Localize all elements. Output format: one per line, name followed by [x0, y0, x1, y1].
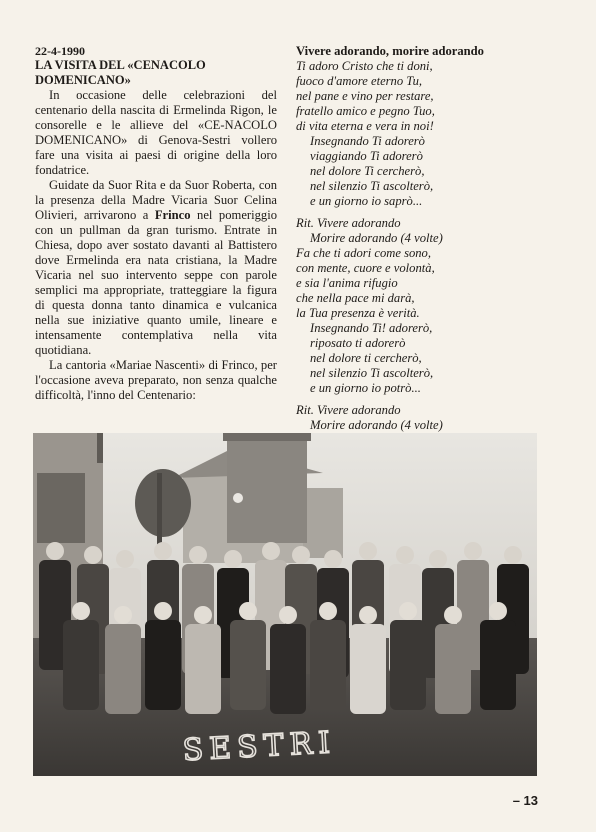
hymn-line: Morire adorando (4 volte): [310, 231, 443, 245]
hymn-line: Ti adoro Cristo che ti doni,: [296, 59, 433, 73]
hymn-column: [296, 44, 546, 433]
person-head: [464, 542, 482, 560]
person-head: [399, 602, 417, 620]
hymn-line: nel dolore Ti cercherò,: [310, 164, 425, 178]
article-paragraph-text: Guidate da Suor Rita e da Suor Roberta, con la presenza della Madre Vicaria Suor Celina Olivieri, arrivarono a: [35, 178, 277, 222]
person-body: [145, 620, 181, 710]
person-head: [489, 602, 507, 620]
person-head: [292, 546, 310, 564]
person-head: [84, 546, 102, 564]
person-head: [114, 606, 132, 624]
person-body: [230, 620, 266, 710]
person-head: [224, 550, 242, 568]
person-body: [63, 620, 99, 710]
stanza-gap: [296, 396, 546, 403]
person-head: [504, 546, 522, 564]
article-paragraph: [35, 178, 277, 358]
person-head: [324, 550, 342, 568]
article-title-line-2: DOMENICANO»: [35, 73, 131, 87]
hymn-line: Rit. Vivere adorando: [296, 403, 401, 417]
page-number: – 13: [512, 793, 538, 808]
person-body: [270, 624, 306, 714]
stanza-gap: [296, 209, 546, 216]
person-body: [105, 624, 141, 714]
hymn-line: e sia l'anima rifugio: [296, 276, 398, 290]
article-paragraph-text: nel pomeriggio con un pullman da gran turismo. Entrate in Chiesa, dopo aver sostato davanti al Battistero dove Ermelinda era nata cristiana, la Madre Vicaria nel suo intervento seppe con parole semplici ma appropriate, tratteggiare la figura di questa donna tanto dinamica e vulcanica nella sue iniziative quanto umile, lineare e intensamente contemplativa nella vita quotidiana.: [35, 208, 277, 357]
person-head: [359, 606, 377, 624]
person-head: [279, 606, 297, 624]
hymn-line: Rit. Vivere adorando: [296, 216, 401, 230]
person-body: [390, 620, 426, 710]
hymn-line: con mente, cuore e volontà,: [296, 261, 435, 275]
person-head: [194, 606, 212, 624]
person-head: [239, 602, 257, 620]
hymn-line: riposato ti adorerò: [310, 336, 406, 350]
person-head: [116, 550, 134, 568]
hymn-line: Insegnando Ti! adorerò,: [310, 321, 433, 335]
group-photo-image: [33, 433, 537, 776]
person-head: [46, 542, 64, 560]
hymn-line: nel pane e vino per restare,: [296, 89, 434, 103]
hymn-line: Morire adorando (4 volte): [310, 418, 443, 432]
hymn-line: e un giorno io saprò...: [310, 194, 423, 208]
hymn-line: fuoco d'amore eterno Tu,: [296, 74, 423, 88]
hymn-line: Insegnando Ti adorerò: [310, 134, 425, 148]
person-head: [396, 546, 414, 564]
person-head: [444, 606, 462, 624]
hymn-line: Fa che ti adori come sono,: [296, 246, 432, 260]
chalk-writing: SESTRI: [181, 725, 337, 769]
person-body: [435, 624, 471, 714]
hymn-line: nel silenzio Ti ascolterò,: [310, 179, 434, 193]
article-paragraph: La cantoria «Mariae Nascenti» di Frinco, per l'occasione aveva preparato, non senza qualche difficoltà, l'inno del Centenario:: [35, 358, 277, 402]
person-body: [185, 624, 221, 714]
hymn-line: nel dolore ti cercherò,: [310, 351, 422, 365]
person-head: [72, 602, 90, 620]
person-head: [189, 546, 207, 564]
article-title-line-1: LA VISITA DEL «CENACOLO: [35, 58, 206, 72]
hymn-line: di vita eterna e vera in noi!: [296, 119, 434, 133]
article-paragraph: In occasione delle celebrazioni del centenario della nascita di Ermelinda Rigon, le consorelle e le allieve del «CE-NACOLO DOMENICANO» di Genova-Sestri vollero fare una visita ai paesi di origine della loro fondatrice.: [35, 88, 277, 177]
person-head: [319, 602, 337, 620]
article-column: [35, 44, 277, 403]
hymn-line: fratello amico e pegno Tuo,: [296, 104, 435, 118]
hymn-line: e un giorno io potrò...: [310, 381, 421, 395]
hymn-lyrics: [296, 59, 546, 433]
group-photo: [33, 433, 537, 776]
person-body: [350, 624, 386, 714]
person-body: [310, 620, 346, 710]
hymn-line: la Tua presenza è verità.: [296, 306, 420, 320]
hymn-line: che nella pace mi darà,: [296, 291, 415, 305]
hymn-line: nel silenzio Ti ascolterò,: [310, 366, 434, 380]
hymn-title: Vivere adorando, morire adorando: [296, 44, 484, 58]
person-head: [154, 542, 172, 560]
place-name: Frinco: [154, 208, 191, 222]
person-head: [262, 542, 280, 560]
article-date: 22-4-1990: [35, 44, 85, 58]
hymn-line: viaggiando Ti adorerò: [310, 149, 423, 163]
person-head: [359, 542, 377, 560]
person-body: [480, 620, 516, 710]
person-head: [429, 550, 447, 568]
person-head: [154, 602, 172, 620]
